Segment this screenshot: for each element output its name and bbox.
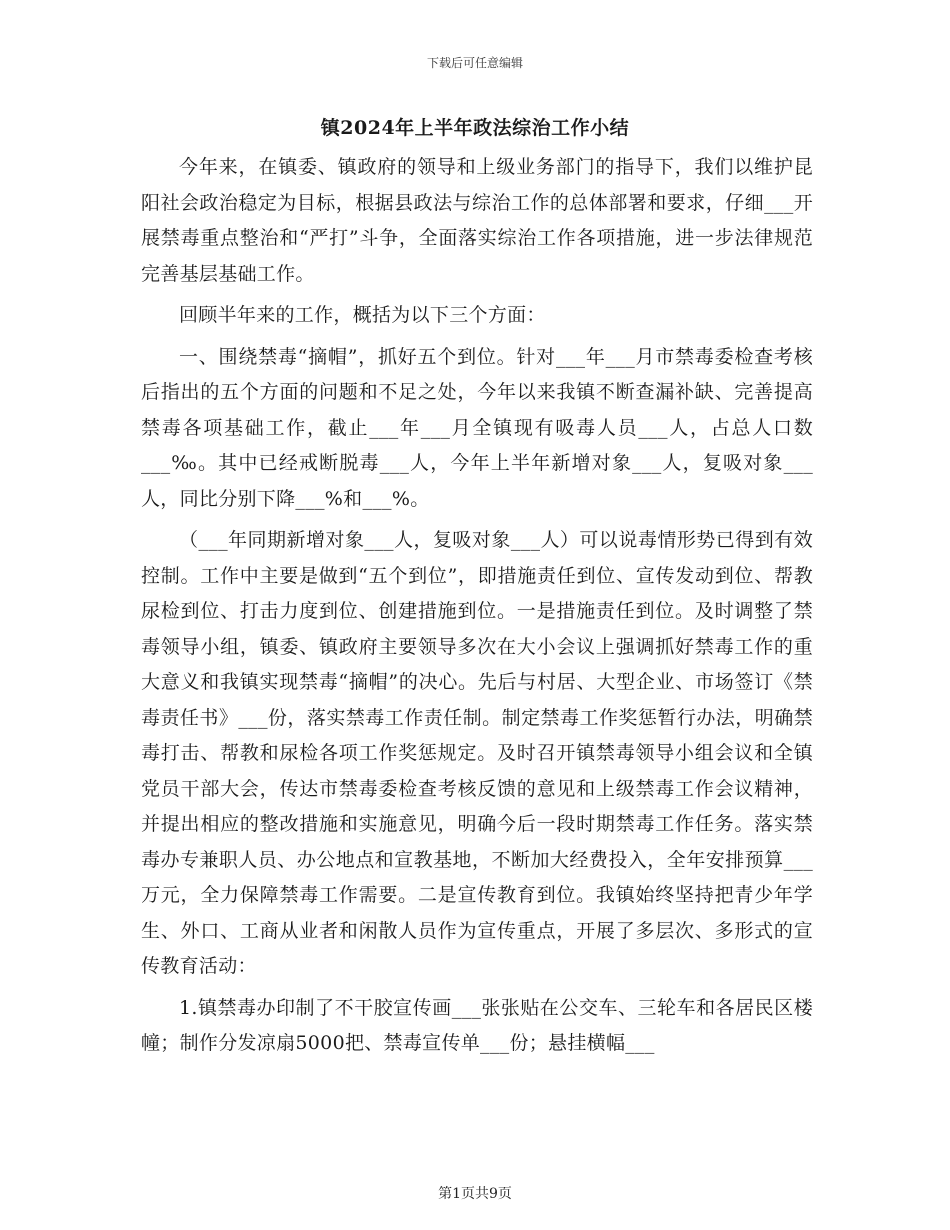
- paragraph-section-one: 一、围绕禁毒“摘帽”，抓好五个到位。针对___年___月市禁毒委检查考核后指出的五个方面的问题和不足之处，今年以来我镇不断查漏补缺、完善提高禁毒各项基础工作，截止___年___月全镇现有吸毒人员___人，占总人口数___‰。其中已经戒断脱毒___人，今年上半年新增对象___人，复吸对象___人，同比分别下降___%和___%。: [141, 345, 813, 510]
- paragraph-item-one: 1.镇禁毒办印制了不干胶宣传画___张张贴在公交车、三轮车和各居民区楼幢；制作分发凉扇5000把、禁毒宣传单___份；悬挂横幅___: [141, 996, 813, 1054]
- page-number: 第1页共9页: [438, 1186, 512, 1202]
- document-title: 镇2024年上半年政法综治工作小结: [320, 117, 630, 139]
- document-body: [141, 150, 813, 1062]
- header-note: 下载后可任意编辑: [426, 56, 523, 70]
- paragraph-overview: 回顾半年来的工作，概括为以下三个方面：: [179, 304, 546, 326]
- paragraph-five-measures: （___年同期新增对象___人，复吸对象___人）可以说毒情形势已得到有效控制。工作中主要是做到“五个到位”，即措施责任到位、宣传发动到位、帮教尿检到位、打击力度到位、创建措施到位。一是措施责任到位。及时调整了禁毒领导小组，镇委、镇政府主要领导多次在大小会议上强调抓好禁毒工作的重大意义和我镇实现禁毒“摘帽”的决心。先后与村居、大型企业、市场签订《禁毒责任书》___份，落实禁毒工作责任制。制定禁毒工作奖惩暂行办法，明确禁毒打击、帮教和尿检各项工作奖惩规定。及时召开镇禁毒领导小组会议和全镇党员干部大会，传达市禁毒委检查考核反馈的意见和上级禁毒工作会议精神，并提出相应的整改措施和实施意见，明确今后一段时期禁毒工作任务。落实禁毒办专兼职人员、办公地点和宣教基地，不断加大经费投入，全年安排预算___万元，全力保障禁毒工作需要。二是宣传教育到位。我镇始终坚持把青少年学生、外口、工商从业者和闲散人员作为宣传重点，开展了多层次、多形式的宣传教育活动：: [141, 529, 813, 977]
- paragraph-intro: 今年来，在镇委、镇政府的领导和上级业务部门的指导下，我们以维护昆阳社会政治稳定为目标，根据县政法与综治工作的总体部署和要求，仔细___开展禁毒重点整治和“严打”斗争，全面落实综治工作各项措施，进一步法律规范完善基层基础工作。: [141, 156, 813, 285]
